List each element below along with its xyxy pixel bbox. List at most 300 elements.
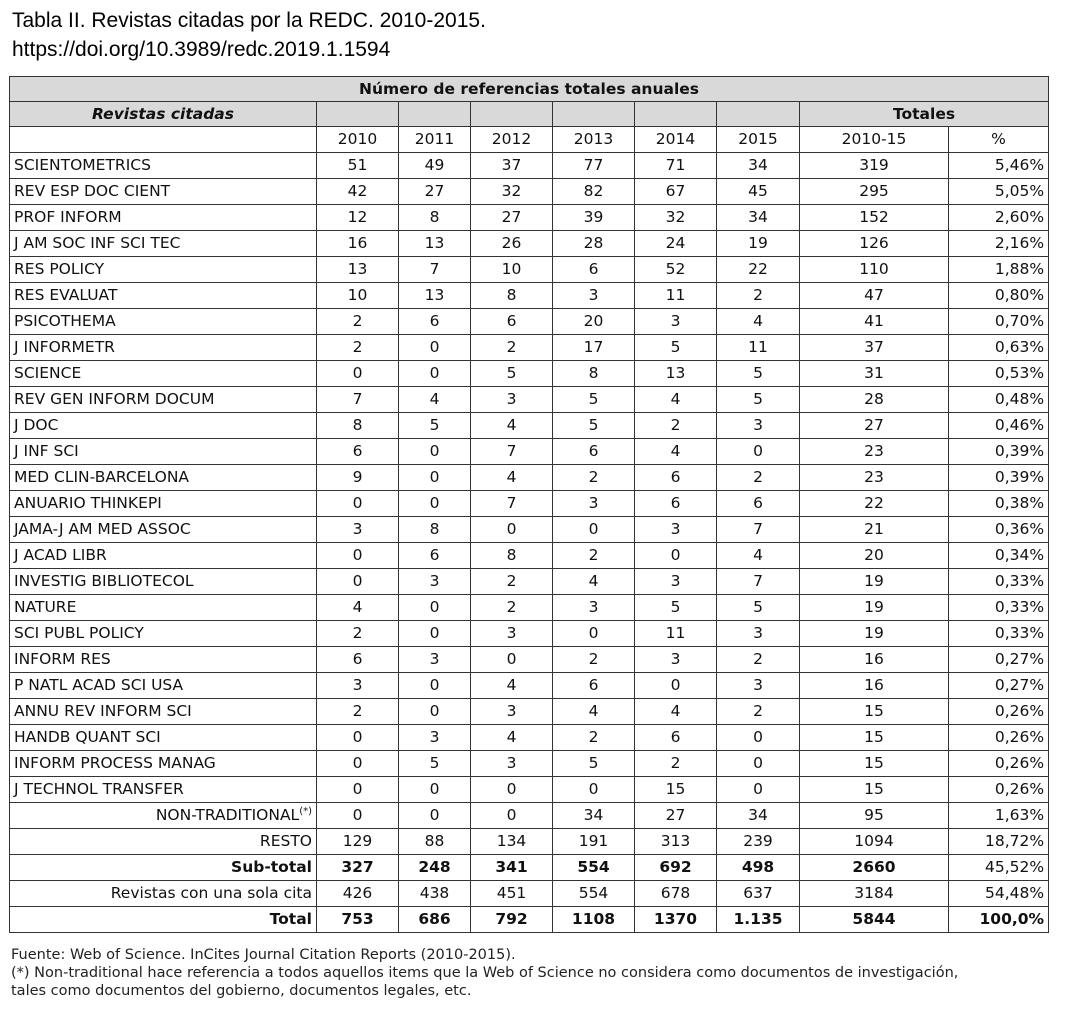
year-value: 37 [471,153,553,179]
year-value: 0 [399,465,471,491]
year-value: 13 [399,231,471,257]
journal-name-text: REV ESP DOC CIENT [14,182,171,200]
year-value: 4 [553,569,635,595]
journal-name-text: INVESTIG BIBLIOTECOL [14,572,194,590]
total-value: 19 [800,621,949,647]
year-value: 248 [399,855,471,881]
journal-name [10,283,317,309]
year-value: 3 [399,647,471,673]
total-value: 2660 [800,855,949,881]
year-value: 5 [553,413,635,439]
year-value: 0 [399,361,471,387]
journal-name [10,439,317,465]
total-value: 3184 [800,881,949,907]
percent-value: 0,36% [949,517,1049,543]
journal-name-text: NATURE [14,598,77,616]
percent-value: 100,0% [949,907,1049,933]
year-value: 438 [399,881,471,907]
year-value: 1370 [635,907,717,933]
table-row [10,881,1049,907]
year-value: 2 [317,699,399,725]
journal-name-text: SCIENTOMETRICS [14,156,151,174]
journal-name [10,777,317,803]
year-value: 0 [399,439,471,465]
year-value: 12 [317,205,399,231]
percent-value: 0,46% [949,413,1049,439]
year-value: 7 [717,569,800,595]
year-value: 49 [399,153,471,179]
year-value: 2 [471,595,553,621]
year-value: 3 [317,673,399,699]
year-header: 2014 [635,127,717,153]
table-row [10,335,1049,361]
group-header: Número de referencias totales anuales [10,77,1049,102]
total-value: 319 [800,153,949,179]
year-value: 0 [399,699,471,725]
year-value: 313 [635,829,717,855]
total-value: 20 [800,543,949,569]
year-value: 0 [317,543,399,569]
year-value: 0 [317,725,399,751]
year-value: 0 [317,569,399,595]
table-row [10,595,1049,621]
year-value: 792 [471,907,553,933]
year-value: 239 [717,829,800,855]
total-value: 110 [800,257,949,283]
year-value: 0 [317,803,399,829]
year-value: 5 [635,335,717,361]
year-value: 0 [553,777,635,803]
year-value: 8 [399,205,471,231]
year-value: 7 [399,257,471,283]
year-value: 2 [471,569,553,595]
table-row [10,361,1049,387]
total-value: 23 [800,465,949,491]
journal-name-text: Total [269,910,312,928]
year-value: 5 [717,595,800,621]
table-row [10,647,1049,673]
year-value: 6 [399,309,471,335]
total-value: 23 [800,439,949,465]
year-value: 3 [553,595,635,621]
year-value: 0 [399,803,471,829]
year-value: 6 [399,543,471,569]
year-value: 5 [717,387,800,413]
table-row [10,309,1049,335]
year-value: 4 [471,465,553,491]
journal-name-text: ANUARIO THINKEPI [14,494,162,512]
table-row [10,907,1049,933]
year-value: 34 [717,803,800,829]
total-value: 15 [800,751,949,777]
year-value: 2 [717,283,800,309]
year-value: 2 [635,751,717,777]
table-row [10,491,1049,517]
year-value: 0 [717,725,800,751]
table-row [10,673,1049,699]
year-value: 3 [471,699,553,725]
journal-name [10,231,317,257]
journal-name [10,621,317,647]
year-value: 0 [399,777,471,803]
total-value: 1094 [800,829,949,855]
percent-value: 18,72% [949,829,1049,855]
journal-name-text: J ACAD LIBR [14,546,107,564]
journal-name [10,907,317,933]
year-value: 2 [317,309,399,335]
table-row [10,751,1049,777]
total-value: 16 [800,647,949,673]
percent-value: 0,26% [949,699,1049,725]
year-value: 6 [553,439,635,465]
journal-name [10,673,317,699]
year-header: 2013 [553,127,635,153]
year-value: 82 [553,179,635,205]
year-value: 134 [471,829,553,855]
table-row [10,699,1049,725]
year-value: 341 [471,855,553,881]
year-value: 678 [635,881,717,907]
total-value: 126 [800,231,949,257]
journal-name [10,361,317,387]
year-value: 3 [635,569,717,595]
year-value: 5 [635,595,717,621]
journal-name [10,179,317,205]
year-value: 0 [471,777,553,803]
table-row [10,543,1049,569]
year-value: 498 [717,855,800,881]
year-value: 8 [317,413,399,439]
year-value: 20 [553,309,635,335]
year-value: 3 [471,387,553,413]
journal-name [10,517,317,543]
year-value: 11 [635,621,717,647]
year-value: 9 [317,465,399,491]
blank-header-cell [399,102,471,127]
percent-value: 1,63% [949,803,1049,829]
year-value: 3 [717,673,800,699]
year-value: 7 [471,439,553,465]
percent-value: 0,80% [949,283,1049,309]
year-value: 4 [635,387,717,413]
table-row [10,179,1049,205]
year-value: 71 [635,153,717,179]
year-value: 0 [553,517,635,543]
year-value: 10 [317,283,399,309]
journal-name-text: NON-TRADITIONAL [155,806,300,824]
range-header: 2010-15 [800,127,949,153]
year-value: 32 [635,205,717,231]
blank-header-cell [717,102,800,127]
year-value: 1.135 [717,907,800,933]
journal-name-text: J DOC [14,416,59,434]
total-value: 15 [800,699,949,725]
year-value: 8 [553,361,635,387]
year-value: 5 [717,361,800,387]
year-value: 0 [399,335,471,361]
journal-name [10,309,317,335]
table-row [10,231,1049,257]
year-value: 8 [399,517,471,543]
empty-year-label [10,127,317,153]
table-body [10,153,1049,933]
year-value: 0 [399,621,471,647]
year-header: 2012 [471,127,553,153]
year-value: 426 [317,881,399,907]
table-row [10,439,1049,465]
percent-value: 0,53% [949,361,1049,387]
year-value: 2 [553,725,635,751]
total-value: 21 [800,517,949,543]
year-value: 0 [317,491,399,517]
journal-name-text: PROF INFORM [14,208,122,226]
total-value: 37 [800,335,949,361]
year-value: 4 [717,309,800,335]
journal-name-text: PSICOTHEMA [14,312,116,330]
year-value: 6 [471,309,553,335]
year-value: 2 [635,413,717,439]
journal-name [10,491,317,517]
year-value: 3 [553,283,635,309]
year-value: 16 [317,231,399,257]
percent-value: 0,33% [949,621,1049,647]
year-value: 4 [471,725,553,751]
percent-value: 0,26% [949,751,1049,777]
blank-header-cell [471,102,553,127]
year-value: 3 [717,621,800,647]
year-value: 2 [553,647,635,673]
year-value: 637 [717,881,800,907]
table-row [10,465,1049,491]
year-value: 10 [471,257,553,283]
percent-value: 0,26% [949,777,1049,803]
year-value: 5 [399,413,471,439]
year-value: 17 [553,335,635,361]
year-value: 6 [317,439,399,465]
journal-name [10,257,317,283]
table-notes [11,946,958,1000]
year-value: 554 [553,881,635,907]
year-value: 4 [635,439,717,465]
year-header: 2010 [317,127,399,153]
percent-header: % [949,127,1049,153]
journal-name [10,647,317,673]
blank-header-cell [635,102,717,127]
year-value: 11 [635,283,717,309]
percent-value: 2,60% [949,205,1049,231]
year-value: 42 [317,179,399,205]
year-value: 28 [553,231,635,257]
year-value: 45 [717,179,800,205]
totals-header: Totales [800,102,1049,127]
label-header: Revistas citadas [10,102,317,127]
year-value: 2 [471,335,553,361]
journal-name-text: SCIENCE [14,364,82,382]
blank-header-cell [553,102,635,127]
year-value: 88 [399,829,471,855]
year-value: 4 [471,673,553,699]
year-value: 11 [717,335,800,361]
table-row [10,517,1049,543]
journal-name-text: ANNU REV INFORM SCI [14,702,192,720]
year-value: 0 [471,803,553,829]
year-value: 6 [717,491,800,517]
year-value: 3 [717,413,800,439]
year-value: 6 [553,257,635,283]
journal-name [10,465,317,491]
year-value: 34 [717,205,800,231]
total-value: 15 [800,725,949,751]
year-value: 4 [317,595,399,621]
table-row [10,725,1049,751]
year-value: 0 [553,621,635,647]
total-value: 5844 [800,907,949,933]
year-value: 191 [553,829,635,855]
year-value: 0 [399,673,471,699]
journal-name-text: Revistas con una sola cita [110,884,312,902]
percent-value: 0,38% [949,491,1049,517]
percent-value: 45,52% [949,855,1049,881]
year-value: 39 [553,205,635,231]
year-value: 0 [399,491,471,517]
percent-value: 0,63% [949,335,1049,361]
year-value: 27 [399,179,471,205]
year-value: 6 [553,673,635,699]
year-value: 0 [399,595,471,621]
journal-name [10,335,317,361]
year-value: 19 [717,231,800,257]
year-value: 34 [553,803,635,829]
table-row [10,413,1049,439]
table-row [10,205,1049,231]
table-row [10,829,1049,855]
percent-value: 0,33% [949,595,1049,621]
journal-name [10,881,317,907]
table-row [10,569,1049,595]
table-row [10,153,1049,179]
blank-header-cell [317,102,399,127]
journal-name [10,413,317,439]
table-row [10,387,1049,413]
year-value: 4 [717,543,800,569]
table-caption [12,6,486,64]
year-value: 6 [635,725,717,751]
year-value: 13 [317,257,399,283]
percent-value: 0,27% [949,673,1049,699]
journal-name [10,725,317,751]
year-value: 8 [471,283,553,309]
year-value: 0 [635,543,717,569]
year-value: 2 [317,621,399,647]
year-value: 24 [635,231,717,257]
year-value: 0 [471,517,553,543]
journal-name-text: SCI PUBL POLICY [14,624,144,642]
year-value: 2 [553,465,635,491]
source-note: Fuente: Web of Science. InCites Journal Citation Reports (2010-2015). [11,947,516,963]
total-value: 28 [800,387,949,413]
total-value: 27 [800,413,949,439]
percent-value: 0,39% [949,465,1049,491]
percent-value: 1,88% [949,257,1049,283]
year-value: 0 [717,751,800,777]
footnote-line: tales como documentos del gobierno, documentos legales, etc. [11,983,472,999]
year-value: 6 [317,647,399,673]
year-value: 15 [635,777,717,803]
year-value: 3 [399,569,471,595]
year-value: 0 [717,777,800,803]
year-value: 13 [399,283,471,309]
journal-name-text: HANDB QUANT SCI [14,728,161,746]
journal-name-text: Sub-total [231,858,312,876]
year-value: 6 [635,491,717,517]
table-row [10,257,1049,283]
year-value: 7 [471,491,553,517]
journal-name-text: JAMA-J AM MED ASSOC [14,520,191,538]
table-row [10,855,1049,881]
total-value: 295 [800,179,949,205]
journal-name [10,829,317,855]
journal-name-text: J AM SOC INF SCI TEC [14,234,181,252]
journal-name-text: MED CLIN-BARCELONA [14,468,190,486]
year-value: 51 [317,153,399,179]
year-value: 2 [717,465,800,491]
year-value: 34 [717,153,800,179]
year-value: 2 [317,335,399,361]
percent-value: 0,39% [949,439,1049,465]
year-value: 4 [635,699,717,725]
journal-name-text: REV GEN INFORM DOCUM [14,390,215,408]
percent-value: 5,05% [949,179,1049,205]
total-value: 47 [800,283,949,309]
year-value: 0 [717,439,800,465]
journal-name-text: RESTO [259,832,312,850]
year-header: 2011 [399,127,471,153]
year-value: 3 [635,517,717,543]
year-value: 13 [635,361,717,387]
table-row [10,621,1049,647]
total-value: 95 [800,803,949,829]
journal-name [10,803,317,829]
total-value: 19 [800,595,949,621]
year-value: 4 [399,387,471,413]
year-value: 692 [635,855,717,881]
percent-value: 54,48% [949,881,1049,907]
footnote-mark: (*) [299,805,312,817]
total-value: 16 [800,673,949,699]
journal-name [10,751,317,777]
year-value: 67 [635,179,717,205]
journal-name-text: INFORM PROCESS MANAG [14,754,216,772]
table-row [10,283,1049,309]
journal-name [10,699,317,725]
journal-name-text: J TECHNOL TRANSFER [14,780,184,798]
journal-name-text: P NATL ACAD SCI USA [14,676,184,694]
journal-name [10,855,317,881]
year-value: 327 [317,855,399,881]
percent-value: 0,26% [949,725,1049,751]
percent-value: 0,70% [949,309,1049,335]
year-value: 451 [471,881,553,907]
percent-value: 0,48% [949,387,1049,413]
percent-value: 0,27% [949,647,1049,673]
year-value: 3 [471,621,553,647]
total-value: 152 [800,205,949,231]
journal-name [10,153,317,179]
caption-title: Tabla II. Revistas citadas por la REDC. 2010-2015. [12,9,486,32]
year-value: 2 [717,647,800,673]
year-value: 686 [399,907,471,933]
year-value: 0 [317,751,399,777]
